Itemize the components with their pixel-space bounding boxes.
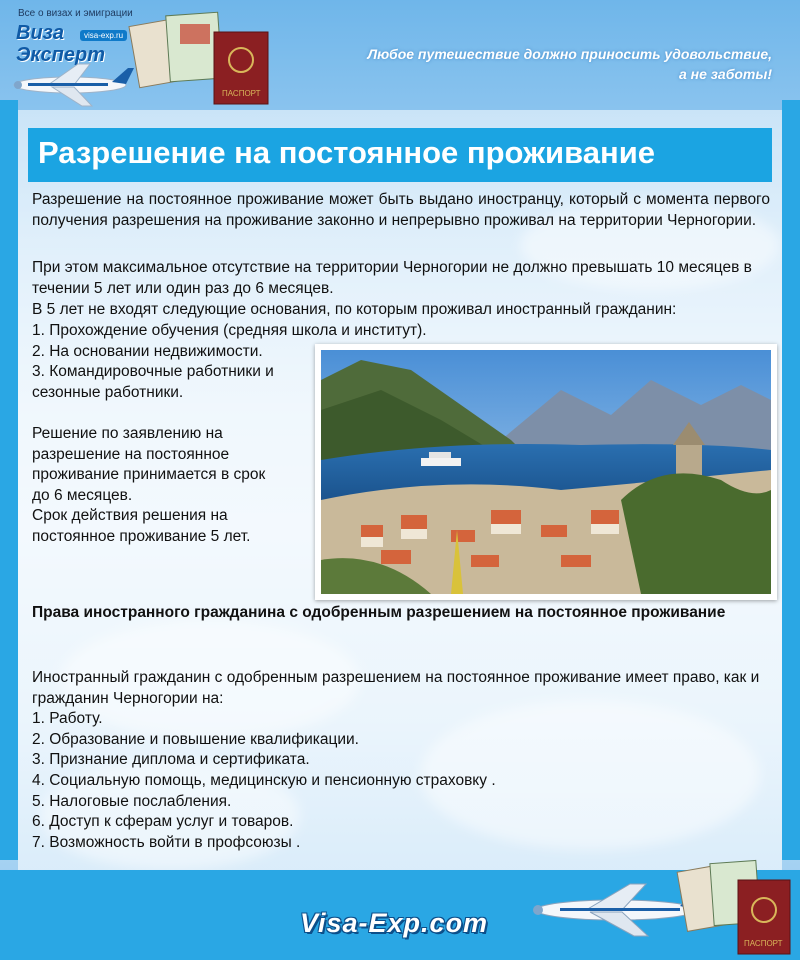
rights-intro: Иностранный гражданин с одобренным разрешением на постоянное проживание имеет право, как и гражданин Черногории на: (32, 669, 760, 707)
paragraph-absence: При этом максимальное отсутствие на территории Черногории не должно превышать 10 месяцев в течении 5 лет или один раз до 6 месяцев. (32, 259, 752, 297)
paragraph-eligibility: Разрешение на постоянное проживание может быть выдано иностранцу, который с момента первого получения разрешения на проживание законно и непрерывно проживал на территории Черногории. (32, 191, 770, 229)
airplane-icon (8, 60, 138, 110)
slogan-line-2: а не заботы! (678, 66, 772, 82)
logo-tagline: Все о визах и эмиграции (18, 8, 133, 19)
passport-label: ПАСПОРТ (222, 89, 261, 98)
rights-list-item: 7. Возможность войти в профсоюзы . (32, 833, 301, 851)
exclusion-item-1: 1. Прохождение обучения (средняя школа и институт). (32, 322, 427, 339)
decision-term: Решение по заявлению на разрешение на постоянное проживание принимается в срок до 6 месяцев. (32, 424, 266, 504)
spacer (32, 403, 314, 424)
rights-list-item: 4. Социальную помощь, медицинскую и пенсионную страховку . (32, 771, 496, 789)
rights-list-item: 6. Доступ к сферам услуг и товаров. (32, 813, 294, 831)
slogan (302, 44, 772, 84)
passport-stack-icon (128, 8, 278, 108)
rights-list-item: 2. Образование и повышение квалификации. (32, 730, 359, 748)
rights-heading: Права иностранного гражданина с одобренным разрешением на постоянное проживание (32, 604, 726, 621)
exclusion-item-3: 3. Командировочные работники и сезонные работники. (32, 363, 274, 401)
logo-url: visa-exp.ru (80, 30, 127, 41)
exclusion-item-2: 2. На основании недвижимости. (32, 342, 263, 360)
exclusions-column (32, 321, 427, 548)
footer-passport-stack-icon (676, 854, 796, 958)
frame-right (782, 100, 800, 860)
slogan-line-1: Любое путешествие должно приносить удовольствие, (367, 46, 772, 62)
rights-list-item: 1. Работу. (32, 710, 103, 728)
paragraph-exclusions: В 5 лет не входят следующие основания, по которым проживал иностранный гражданин: (32, 301, 677, 318)
frame-left (0, 100, 18, 860)
kotor-bay-image (321, 350, 771, 594)
rights-section (32, 668, 770, 853)
header (0, 0, 800, 112)
logo-word-visa: Виза (16, 22, 64, 44)
validity-term: Срок действия решения на постоянное проживание 5 лет. (32, 507, 251, 545)
photo-kotor-bay (315, 344, 777, 600)
footer-passport-label: ПАСПОРТ (744, 939, 783, 948)
rights-list-item: 3. Признание диплома и сертификата. (32, 751, 310, 769)
title-bar (28, 128, 772, 182)
rights-list (32, 709, 770, 853)
footer-logo: Visa-Exp.com (300, 908, 489, 938)
page-title: Разрешение на постоянное проживание (38, 135, 656, 170)
logo-word-expert: Эксперт (16, 44, 105, 66)
rights-list-item: 5. Налоговые послабления. (32, 792, 232, 810)
